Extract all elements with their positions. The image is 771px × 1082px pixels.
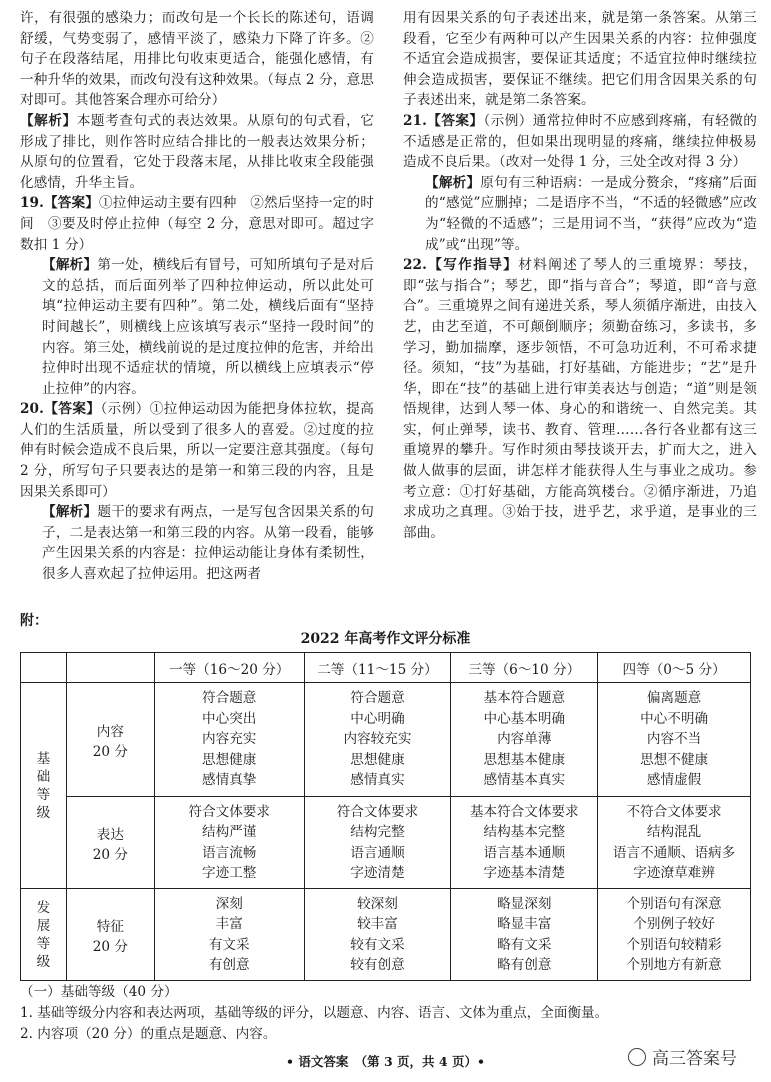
table-title: 2022 年高考作文评分标准: [300, 631, 471, 647]
criterion: 符合文体要求: [336, 803, 419, 820]
criterion: 丰富: [215, 916, 243, 932]
criterion: 感情真实: [350, 772, 405, 789]
criterion: 结构基本完整: [483, 824, 566, 840]
scoring-table: [20, 652, 751, 981]
criterion: 较深刻: [357, 895, 398, 912]
criterion: 略显深刻: [497, 895, 552, 912]
criterion: 内容充实: [202, 731, 257, 748]
analysis-paragraph: [20, 111, 374, 193]
analysis-text: 题干的要求有两点，一是写包含因果关系的句子，二是表达第一和第三段的内容。从第一段看，能够产生因果关系的内容是：拉伸运动能让身体有柔韧性，很多人喜欢起了拉伸运用。把这两者: [42, 504, 374, 583]
criterion: 略显丰富: [497, 916, 552, 932]
grade-cell: [154, 889, 304, 981]
table-header-row: [21, 653, 751, 683]
grade-cell: [451, 889, 598, 981]
table-row: [21, 889, 751, 981]
criterion: 感情基本真实: [483, 772, 566, 789]
grade-cell: [598, 797, 751, 889]
question-number: 19.: [20, 195, 44, 212]
grade-cell: [598, 683, 751, 797]
criterion: 个别语句较精彩: [626, 936, 722, 953]
grade-cell: [304, 683, 451, 797]
guide-text: 材料阐述了琴人的三重境界：琴技，即“弦与指合”；琴艺，即“指与音合”；琴道，即“音与意合”。三重境界之间有递进关系，琴人须循序渐进，由技入艺，由艺至道，不可颠倒顺序；须勤奋练习，多读书，多学习，勤加揣摩，逐步领悟，不可急功近利，不可希求捷径。须知，“技”为基础，打好基础，方能进步；“艺”是升华，即在“技”的基础上进行审美表达与创造；“道”则是领悟规律，达到人琴一体、身心的和谐统一、自然完美。其实，何止弹琴，读书、教育、管理……各行各业都有这三重境界的攀升。写作时须由琴技谈开去，扩而大之，进入做人做事的层面，讲怎样才能获得人生与事业之成功。参考立意：①打好基础，方能高筑楼台。②循序渐进，乃追求成功之真理。③始于技，进乎艺，求乎道，是事业的三部曲。: [403, 257, 757, 541]
criterion: 个别例子较好: [633, 916, 715, 932]
grade-cell: [451, 683, 598, 797]
item-name: 表达: [96, 826, 124, 843]
criterion: 符合文体要求: [188, 803, 270, 820]
header-cell: 三等（6～10 分）: [451, 653, 598, 683]
item-score: 20 分: [92, 743, 128, 760]
criterion: 内容单薄: [497, 731, 552, 748]
criterion: 较有文采: [350, 936, 405, 953]
criterion: 偏离题意: [646, 690, 702, 707]
note-line: 1. 基础等级分内容和表达两项，基础等级的评分，以题意、内容、语言、文体为重点，全面衡量。: [20, 1005, 609, 1021]
question-21-answer: [403, 111, 757, 173]
wechat-icon: [628, 1048, 646, 1066]
header-cell: 四等（0～5 分）: [598, 653, 751, 683]
item-score: 20 分: [92, 846, 128, 863]
header-cell: [21, 653, 67, 683]
answer-text: （示例）①拉伸运动因为能把身体拉软，提高人们的生活质量，所以受到了很多人的喜爱。②过度的拉伸有时候会造成不良后果，所以一定要注意其强度。（每句 2 分，所写句子只要表达的是第一和第三段的内容，且是因果关系即可）: [20, 401, 374, 500]
grade-cell: [154, 797, 304, 889]
question-19-answer: [20, 193, 374, 255]
grade-cell: [304, 889, 451, 981]
left-column: [20, 8, 374, 585]
analysis-text: 原句有三种语病：一是成分赘余，“疼痛”后面的“感觉”应删掉；二是语序不当，“不适的轻微感”应改为“轻微的不适感”；三是用词不当，“获得”应改为“造成”或“出现”等。: [425, 174, 757, 253]
question-21-analysis: [403, 173, 757, 255]
criterion: 内容较充实: [343, 731, 412, 748]
group-label-char: 级: [36, 953, 51, 970]
criterion: 思想不健康: [640, 751, 709, 768]
criterion: 字迹基本清楚: [483, 865, 566, 881]
note-line: （一）基础等级（40 分）: [20, 984, 178, 1000]
item-score: 20 分: [92, 938, 128, 955]
criterion: 语言不通顺、语病多: [612, 844, 736, 861]
criterion: 语言流畅: [202, 844, 257, 861]
answer-tag: 【答案】: [43, 401, 101, 418]
answer-text: （示例）通常拉伸时不应感到疼痛，有轻微的不适感是正常的，但如果出现明显的疼痛，继续拉伸极易造成不良后果。（改对一处得 1 分，三处全改对得 3 分）: [403, 112, 757, 171]
criterion: 有创意: [208, 957, 250, 973]
item-name: 内容: [96, 723, 124, 740]
group-label: [21, 889, 67, 981]
answer-text: ①拉伸运动主要有四种 ②然后坚持一定的时间 ③要及时停止拉伸（每空 2 分，意思对即可。超过字数扣 1 分）: [20, 195, 375, 253]
table-row: [21, 683, 751, 797]
answer-tag: 【答案】: [426, 112, 484, 129]
criterion: 语言基本通顺: [483, 844, 566, 861]
criterion: 中心明确: [350, 710, 405, 727]
header-cell: 一等（16～20 分）: [154, 653, 304, 683]
item-name: 特征: [96, 918, 124, 935]
question-19-analysis: [20, 255, 374, 399]
analysis-tag: 【解析】: [42, 257, 98, 274]
header-cell: 二等（11～15 分）: [304, 653, 451, 683]
criterion: 符合题意: [202, 690, 257, 707]
criterion: 感情虚假: [646, 772, 702, 789]
item-cell: [66, 889, 154, 981]
answer-tag: 【答案】: [43, 195, 100, 212]
criterion: 略有创意: [497, 957, 552, 973]
criterion: 基本符合题意: [483, 690, 566, 707]
criterion: 思想健康: [350, 751, 405, 768]
criterion: 中心基本明确: [483, 710, 566, 727]
criterion: 个别语句有深意: [626, 895, 722, 912]
question-20-answer: [20, 399, 374, 502]
analysis-tag: 【解析】: [42, 504, 98, 521]
question-20-analysis: [20, 502, 374, 584]
appendix-label: 附：: [20, 613, 48, 629]
criterion: 较有创意: [350, 957, 405, 973]
group-label-char: 等: [36, 935, 51, 952]
watermark-text: 高三答案号: [652, 1049, 737, 1069]
criterion: 结构混乱: [646, 824, 702, 840]
guide-tag: 【写作指导】: [426, 257, 519, 274]
page-footer: • 语文答案 （第 3 页，共 4 页）•: [286, 1054, 485, 1069]
question-22-guide: [403, 255, 757, 543]
criterion: 中心不明确: [640, 710, 709, 727]
criterion: 中心突出: [202, 710, 257, 727]
criterion: 深刻: [215, 895, 243, 912]
criterion: 内容不当: [646, 731, 702, 748]
criterion: 不符合文体要求: [626, 803, 722, 820]
analysis-text: 本题考查句式的表达效果。从原句的句式看，它形成了排比，则作答时应结合排比的一般表达效果分析；从原句的位置看，它处于段落末尾，从排比收束全段能强化感情，升华主旨。: [20, 112, 374, 191]
note-line: 2. 内容项（20 分）的重点是题意、内容。: [20, 1026, 277, 1042]
item-cell: [66, 683, 154, 797]
criterion: 字迹清楚: [350, 865, 405, 881]
criterion: 有文采: [208, 936, 250, 953]
paragraph: 许，有很强的感染力；而改句是一个长长的陈述句，语调舒缓，气势变弱了，感情平淡了，感染力下降了许多。②句子在段落结尾，用排比句收束更适合，能强化感情，有一种升华的效果，而改句没有这种效果。（每点 2 分，意思对即可。其他答案合理亦可给分）: [20, 10, 374, 109]
grade-cell: [598, 889, 751, 981]
group-label-char: 础: [36, 768, 51, 785]
analysis-text: 第一处，横线后有冒号，可知所填句子是对后文的总括，而后面列举了四种拉伸运动，所以此处可填“拉伸运动主要有四种”。第二处，横线后面有“坚持时间越长”，则横线上应该填写表示“坚持一段时间”的内容。第三处，横线前说的是过度拉伸的危害，并给出拉伸时出现不适症状的情境，所以横线上应填表示“停止拉伸”的内容。: [42, 257, 374, 397]
criterion: 符合题意: [350, 690, 405, 707]
question-number: 22.: [403, 257, 427, 274]
group-label-char: 发: [36, 899, 51, 916]
grade-cell: [304, 797, 451, 889]
criterion: 字迹潦草难辨: [633, 865, 715, 881]
criterion: 思想健康: [202, 751, 257, 768]
criterion: 语言通顺: [350, 844, 405, 861]
table-row: [21, 797, 751, 889]
right-column: [403, 8, 757, 543]
analysis-tag: 【解析】: [20, 112, 77, 129]
group-label-char: 基: [36, 750, 51, 767]
grade-cell: [154, 683, 304, 797]
grade-cell: [451, 797, 598, 889]
criterion: 略有文采: [497, 936, 552, 953]
question-number: 21.: [403, 112, 427, 129]
group-label-char: 等: [36, 786, 51, 803]
group-label-char: 级: [36, 804, 51, 821]
analysis-tag: 【解析】: [425, 174, 481, 191]
criterion: 思想基本健康: [483, 751, 566, 768]
criterion: 基本符合文体要求: [469, 803, 579, 820]
criterion: 较丰富: [357, 916, 398, 932]
scoring-notes: [20, 982, 751, 1045]
header-cell: [66, 653, 154, 683]
criterion: 字迹工整: [202, 865, 257, 881]
paragraph: 用有因果关系的句子表述出来，就是第一条答案。从第三段看，它至少有两种可以产生因果关系的内容：拉伸强度不适宜会造成损害，要保证其适度；不适宜拉伸时继续拉伸会造成损害，要保证不继续。把它们用含因果关系的句子表述出来，就是第二条答案。: [403, 10, 757, 109]
item-cell: [66, 797, 154, 889]
group-label: [21, 683, 67, 889]
watermark: [628, 1044, 737, 1069]
question-number: 20.: [20, 401, 44, 418]
criterion: 结构完整: [350, 824, 405, 840]
criterion: 结构严谨: [202, 824, 257, 840]
criterion: 感情真挚: [202, 772, 257, 789]
group-label-char: 展: [36, 917, 51, 934]
criterion: 个别地方有新意: [626, 957, 722, 973]
